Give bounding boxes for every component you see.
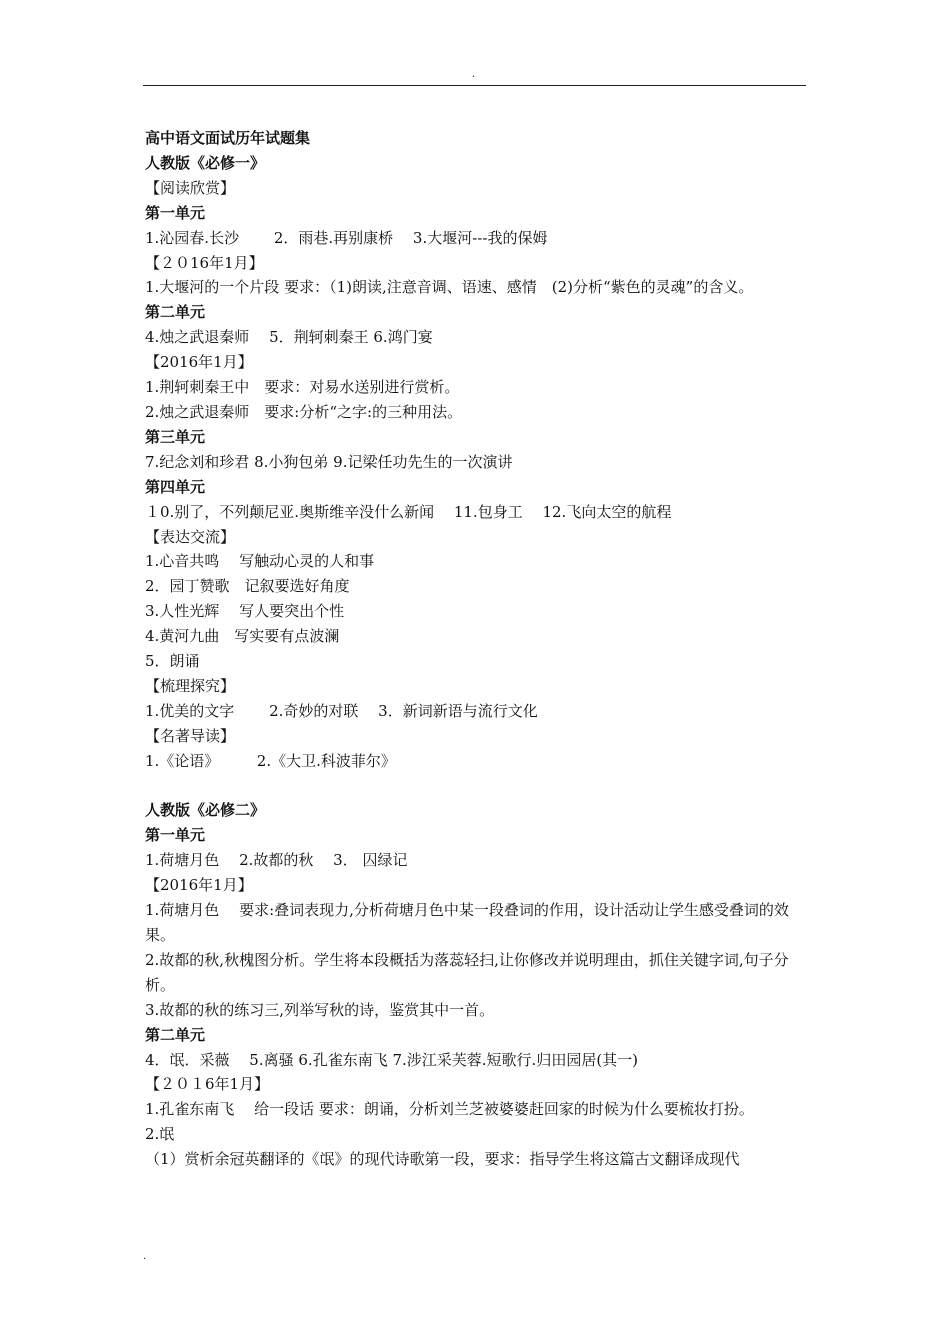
text-line: 【阅读欣赏】 (145, 178, 236, 197)
text-line: １0.别了，不列颠尼亚.奥斯维辛没什么新闻 11.包身工 12.飞向太空的航程 (145, 502, 672, 521)
text-line: 1.优美的文字 2.奇妙的对联 3．新词新语与流行文化 (145, 701, 538, 720)
text-line: 1.荆轲刺秦王中 要求：对易水送别进行赏析。 (145, 378, 460, 397)
text-line: 2.氓 (145, 1125, 175, 1144)
blank-line (145, 774, 810, 799)
text-line: 1.沁园春.长沙 2．雨巷.再别康桥 3.大堰河---我的保姆 (145, 228, 548, 247)
text-line: 4.黄河九曲 写实要有点波澜 (145, 627, 340, 646)
section-heading: 第二单元 (145, 1025, 206, 1044)
text-line: 【２０16年1月】 (145, 253, 264, 272)
text-line: 【2016年1月】 (145, 876, 253, 895)
text-line: 2.烛之武退秦师 要求:分析“之字:的三种用法。 (145, 402, 463, 421)
text-line: 1.心音共鸣 写触动心灵的人和事 (145, 552, 375, 571)
header-dot: . (472, 69, 476, 80)
text-line: （1）赏析余冠英翻译的《氓》的现代诗歌第一段，要求：指导学生将这篇古文翻译成现代 (145, 1150, 740, 1169)
text-line: 1.孔雀东南飞 给一段话 要求：朗诵，分析刘兰芝被婆婆赶回家的时候为什么要梳妆打扮。 (145, 1100, 754, 1119)
text-line: 7.纪念刘和珍君 8.小狗包弟 9.记梁任功先生的一次演讲 (145, 452, 513, 471)
text-line: 4．氓．采薇 5.离骚 6.孔雀东南飞 7.涉江采芙蓉.短歌行.归田园居(其一) (145, 1050, 639, 1069)
text-line: 4.烛之武退秦师 5．荆轲刺秦王 6.鸿门宴 (145, 328, 433, 347)
text-line: 【２０１6年1月】 (145, 1075, 270, 1094)
text-line: 1.大堰河的一个片段 要求：（1)朗读,注意音调、语速、感情 (2)分析“紫色的灵魂”的含义。 (145, 278, 754, 297)
text-line: 【表达交流】 (145, 527, 236, 546)
text-line: 2.故都的秋,秋槐图分析。学生将本段概括为落蕊轻扫,让你修改并说明理由，抓住关键字词,句子分析。 (145, 950, 789, 994)
section-heading: 第二单元 (145, 303, 206, 322)
section-heading: 人教版《必修二》 (145, 801, 266, 820)
section-heading: 第一单元 (145, 826, 206, 845)
text-line: 5．朗诵 (145, 652, 200, 671)
document-body (145, 126, 810, 1172)
text-line: 【2016年1月】 (145, 353, 253, 372)
section-heading: 第四单元 (145, 477, 206, 496)
text-line: 2．园丁赞歌 记叙要选好角度 (145, 577, 350, 596)
header-rule (143, 85, 806, 86)
footer-dot: . (143, 1251, 147, 1262)
text-line: 【名著导读】 (145, 726, 236, 745)
section-heading: 第一单元 (145, 203, 206, 222)
text-line: 3.人性光辉 写人要突出个性 (145, 602, 345, 621)
text-line: 1.《论语》 2.《大卫.科波菲尔》 (145, 751, 396, 770)
section-heading: 人教版《必修一》 (145, 153, 266, 172)
text-line: 【梳理探究】 (145, 676, 236, 695)
text-line: 1.荷塘月色 要求:叠词表现力,分析荷塘月色中某一段叠词的作用，设计活动让学生感受叠词的效果。 (145, 901, 789, 944)
text-line: 3.故都的秋的练习三,列举写秋的诗，鉴赏其中一首。 (145, 1000, 495, 1019)
section-heading: 高中语文面试历年试题集 (145, 129, 311, 147)
text-line: 1.荷塘月色 2.故都的秋 3． 囚绿记 (145, 851, 408, 870)
section-heading: 第三单元 (145, 427, 206, 446)
